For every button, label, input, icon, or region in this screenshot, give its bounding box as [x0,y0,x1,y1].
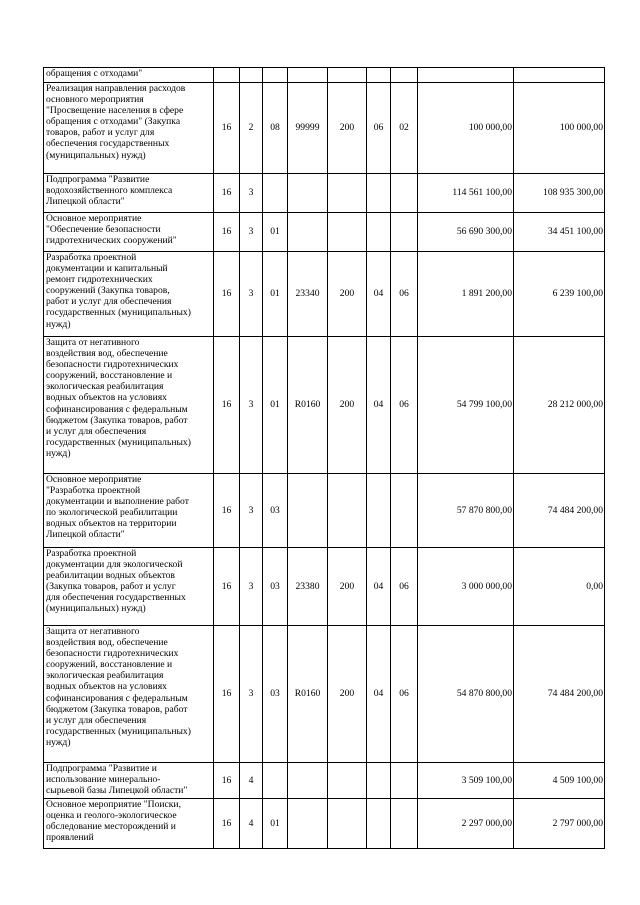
row-section-cell: 04 [367,337,391,474]
table-row [44,68,605,83]
row-measure-cell: 01 [263,213,288,252]
row-name-cell: Реализация направления расходов основного мероприятия "Просвещение населения в сфере обращения с отходами" (Закупка товаров, работ и услуг для обеспечения государственных (муниципальных) нужд) [44,83,214,174]
row-amount-2-cell: 2 797 000,00 [514,799,605,849]
budget-table [43,67,605,849]
row-name-cell: Основное мероприятие "Разработка проектной документации и выполнение работ по экологической реабилитации водных объектов на территории Липецкой области" [44,474,214,548]
row-code-cell: 16 [214,252,240,337]
row-expense-type-cell: 200 [328,548,367,626]
row-section-cell: 04 [367,548,391,626]
row-name-cell: Защита от негативного воздействия вод, обеспечение безопасности гидротехнических сооружений, восстановление и экологическая реабилитация водных объектов на условиях софинансирования с федеральным бюджетом (Закупка товаров, работ и услуг для обеспечения государственных (муниципальных) нужд) [44,626,214,763]
row-section-cell [367,474,391,548]
row-code-cell: 16 [214,83,240,174]
row-amount-2-cell [514,68,605,83]
row-direction-cell: 99999 [288,83,328,174]
row-code-cell: 16 [214,763,240,799]
row-direction-cell: R0160 [288,626,328,763]
row-subprogram-cell: 4 [240,799,263,849]
row-subsection-cell [391,213,418,252]
row-expense-type-cell [328,474,367,548]
row-subsection-cell: 06 [391,548,418,626]
row-subprogram-cell: 2 [240,83,263,174]
table-row [44,213,605,252]
row-section-cell [367,68,391,83]
row-amount-2-cell: 100 000,00 [514,83,605,174]
row-measure-cell: 01 [263,252,288,337]
row-subprogram-cell [240,68,263,83]
row-measure-cell [263,763,288,799]
row-amount-1-cell: 1 891 200,00 [418,252,514,337]
row-direction-cell [288,799,328,849]
row-amount-2-cell: 74 484 200,00 [514,626,605,763]
row-subprogram-cell: 3 [240,174,263,213]
row-subprogram-cell: 3 [240,548,263,626]
row-subprogram-cell: 3 [240,474,263,548]
row-amount-2-cell: 74 484 200,00 [514,474,605,548]
row-amount-2-cell: 108 935 300,00 [514,174,605,213]
row-subsection-cell: 06 [391,626,418,763]
row-expense-type-cell [328,174,367,213]
table-row [44,626,605,763]
row-code-cell: 16 [214,337,240,474]
row-code-cell: 16 [214,174,240,213]
table-row [44,474,605,548]
row-measure-cell: 03 [263,474,288,548]
table-row [44,799,605,849]
row-subsection-cell [391,799,418,849]
row-name-cell: Разработка проектной документации для экологической реабилитации водных объектов (Закупка товаров, работ и услуг для обеспечения государственных (муниципальных) нужд) [44,548,214,626]
row-direction-cell: 23380 [288,548,328,626]
row-measure-cell: 01 [263,337,288,474]
row-amount-2-cell: 34 451 100,00 [514,213,605,252]
row-name-cell: Основное мероприятие "Поиски, оценка и геолого-экологическое обследование месторождений и проявлений [44,799,214,849]
row-code-cell: 16 [214,799,240,849]
row-subprogram-cell: 3 [240,626,263,763]
row-subprogram-cell: 4 [240,763,263,799]
row-direction-cell [288,68,328,83]
row-amount-1-cell: 56 690 300,00 [418,213,514,252]
row-code-cell [214,68,240,83]
row-amount-1-cell: 2 297 000,00 [418,799,514,849]
row-name-cell: Подпрограмма "Развитие и использование минерально- сырьевой базы Липецкой области" [44,763,214,799]
row-expense-type-cell: 200 [328,626,367,763]
row-amount-1-cell: 54 799 100,00 [418,337,514,474]
table-row [44,83,605,174]
row-amount-1-cell: 54 870 800,00 [418,626,514,763]
row-subsection-cell: 02 [391,83,418,174]
row-code-cell: 16 [214,213,240,252]
row-expense-type-cell [328,799,367,849]
row-measure-cell: 08 [263,83,288,174]
row-direction-cell: 23340 [288,252,328,337]
row-amount-1-cell: 114 561 100,00 [418,174,514,213]
row-expense-type-cell [328,213,367,252]
table-row [44,763,605,799]
row-measure-cell: 03 [263,626,288,763]
row-section-cell [367,763,391,799]
row-section-cell: 04 [367,252,391,337]
row-subsection-cell: 06 [391,252,418,337]
row-expense-type-cell [328,68,367,83]
row-code-cell: 16 [214,626,240,763]
row-direction-cell [288,174,328,213]
row-direction-cell: R0160 [288,337,328,474]
row-measure-cell [263,68,288,83]
row-subsection-cell [391,68,418,83]
row-name-cell: Разработка проектной документации и капитальный ремонт гидротехнических сооружений (Закупка товаров, работ и услуг для обеспечения государственных (муниципальных) нужд) [44,252,214,337]
row-name-cell: Подпрограмма "Развитие водохозяйственного комплекса Липецкой области" [44,174,214,213]
table-row [44,337,605,474]
row-subprogram-cell: 3 [240,252,263,337]
budget-table-page [43,67,605,849]
row-amount-2-cell: 28 212 000,00 [514,337,605,474]
row-amount-1-cell: 3 509 100,00 [418,763,514,799]
row-amount-2-cell: 4 509 100,00 [514,763,605,799]
row-code-cell: 16 [214,474,240,548]
row-section-cell [367,174,391,213]
row-subprogram-cell: 3 [240,213,263,252]
row-name-cell: Основное мероприятие "Обеспечение безопасности гидротехнических сооружений" [44,213,214,252]
row-direction-cell [288,474,328,548]
row-amount-1-cell [418,68,514,83]
row-expense-type-cell: 200 [328,252,367,337]
row-name-cell: обращения с отходами" [44,68,214,83]
row-amount-1-cell: 3 000 000,00 [418,548,514,626]
row-measure-cell: 03 [263,548,288,626]
row-amount-1-cell: 57 870 800,00 [418,474,514,548]
row-amount-1-cell: 100 000,00 [418,83,514,174]
row-section-cell [367,213,391,252]
row-direction-cell [288,213,328,252]
row-expense-type-cell: 200 [328,83,367,174]
row-expense-type-cell: 200 [328,337,367,474]
row-amount-2-cell: 6 239 100,00 [514,252,605,337]
row-measure-cell: 01 [263,799,288,849]
row-section-cell: 06 [367,83,391,174]
row-subsection-cell [391,763,418,799]
row-direction-cell [288,763,328,799]
budget-table-body [44,68,605,849]
row-measure-cell [263,174,288,213]
row-section-cell [367,799,391,849]
row-name-cell: Защита от негативного воздействия вод, обеспечение безопасности гидротехнических сооружений, восстановление и экологическая реабилитация водных объектов на условиях софинансирования с федеральным бюджетом (Закупка товаров, работ и услуг для обеспечения государственных (муниципальных) нужд) [44,337,214,474]
table-row [44,252,605,337]
row-subprogram-cell: 3 [240,337,263,474]
row-subsection-cell: 06 [391,337,418,474]
row-subsection-cell [391,474,418,548]
row-section-cell: 04 [367,626,391,763]
table-row [44,174,605,213]
table-row [44,548,605,626]
row-subsection-cell [391,174,418,213]
row-code-cell: 16 [214,548,240,626]
row-amount-2-cell: 0,00 [514,548,605,626]
row-expense-type-cell [328,763,367,799]
